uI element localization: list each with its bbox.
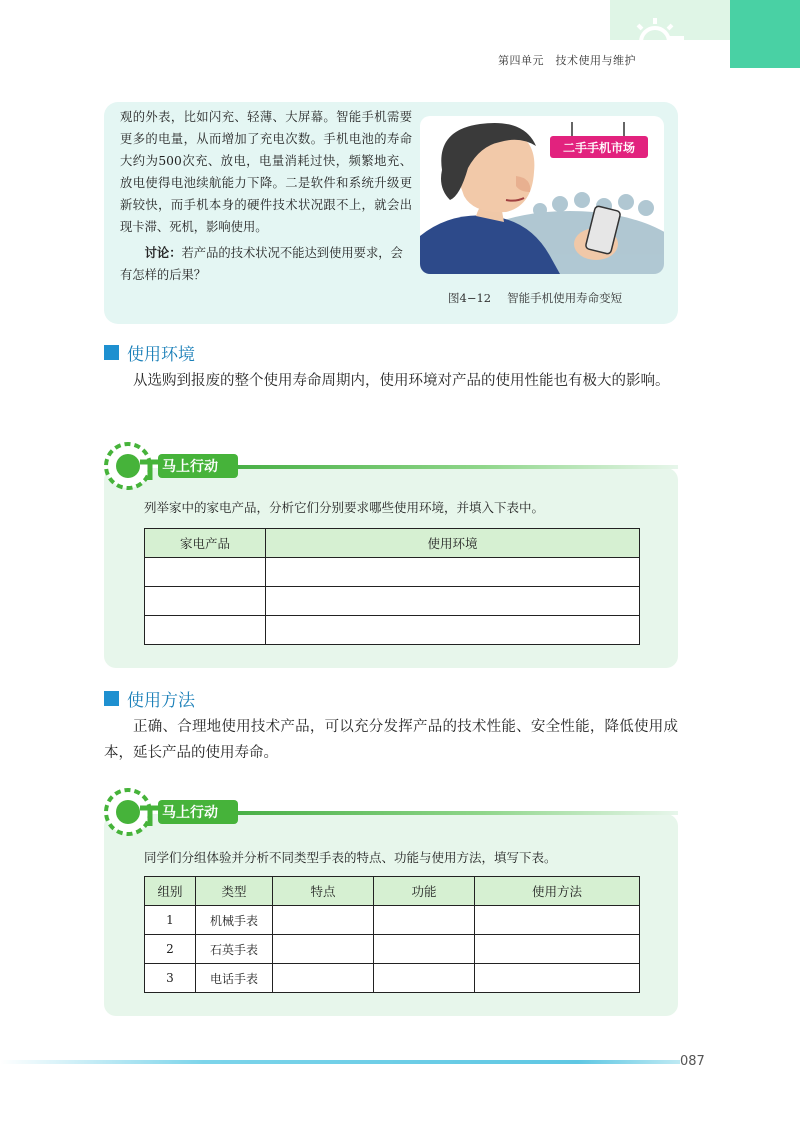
table-row — [145, 906, 640, 935]
footer-rule — [0, 1060, 680, 1064]
heading-square-icon — [104, 345, 119, 360]
table-row — [145, 558, 640, 587]
table-row — [145, 935, 640, 964]
activity-1-instruction: 列举家中的家电产品，分析它们分别要求哪些使用环境，并填入下表中。 — [144, 500, 545, 515]
function-cell[interactable] — [374, 935, 475, 964]
header-type: 类型 — [196, 877, 273, 906]
function-cell[interactable] — [374, 964, 475, 993]
header-usage: 使用方法 — [475, 877, 640, 906]
table-header-row — [145, 877, 640, 906]
case-study-box — [104, 102, 678, 324]
section-heading-method: 使用方法 — [104, 686, 195, 711]
action-gear-icon — [106, 444, 160, 488]
environment-cell[interactable] — [266, 616, 640, 645]
table-row — [145, 964, 640, 993]
appliance-cell[interactable] — [145, 558, 266, 587]
activity-2-instruction: 同学们分组体验并分析不同类型手表的特点、功能与使用方法，填写下表。 — [144, 850, 557, 865]
type-cell: 机械手表 — [196, 906, 273, 935]
feature-cell[interactable] — [273, 964, 374, 993]
header-feature: 特点 — [273, 877, 374, 906]
page-number: 087 — [680, 1054, 705, 1069]
section-method-text: 正确、合理地使用技术产品，可以充分发挥产品的技术性能、安全性能，降低使用成本，延长产品的使用寿命。 — [104, 719, 678, 761]
table-row — [145, 616, 640, 645]
section-heading-environment: 使用环境 — [104, 340, 195, 365]
type-cell: 电话手表 — [196, 964, 273, 993]
figure-number: 图4−12 — [448, 291, 492, 305]
environment-cell[interactable] — [266, 558, 640, 587]
appliance-cell[interactable] — [145, 587, 266, 616]
feature-cell[interactable] — [273, 906, 374, 935]
running-head: 第四单元 技术使用与维护 — [498, 54, 636, 67]
figure-sign-text: 二手手机市场 — [562, 141, 636, 155]
figure-caption — [448, 290, 622, 306]
heading-square-icon — [104, 691, 119, 706]
usage-cell[interactable] — [475, 906, 640, 935]
environment-cell[interactable] — [266, 587, 640, 616]
discussion-label: 讨论： — [144, 245, 182, 260]
header-corner-decoration — [610, 0, 800, 68]
activity-2-title: 马上行动 — [162, 805, 218, 821]
usage-cell[interactable] — [475, 935, 640, 964]
usage-cell[interactable] — [475, 964, 640, 993]
function-cell[interactable] — [374, 906, 475, 935]
table-row — [145, 587, 640, 616]
header-group: 组别 — [145, 877, 196, 906]
type-cell: 石英手表 — [196, 935, 273, 964]
group-cell: 1 — [145, 906, 196, 935]
activity-1-title: 马上行动 — [162, 459, 218, 475]
header-appliance: 家电产品 — [145, 529, 266, 558]
table-header-row — [145, 529, 640, 558]
appliance-environment-table — [144, 528, 640, 645]
discussion-prompt — [120, 242, 412, 286]
discussion-text: 若产品的技术状况不能达到使用要求，会有怎样的后果？ — [120, 246, 403, 282]
figure-image — [420, 116, 664, 274]
watch-analysis-table — [144, 876, 640, 993]
header-function: 功能 — [374, 877, 475, 906]
appliance-cell[interactable] — [145, 616, 266, 645]
case-paragraph: 观的外表，比如闪充、轻薄、大屏幕。智能手机需要更多的电量，从而增加了充电次数。手机电池的寿命大约为500次充、放电，电量消耗过快，频繁地充、放电使得电池续航能力下降。二是软件和系统升级更新较快，而手机本身的硬件技术状况跟不上，就会出现卡滞、死机，影响使用。 — [120, 110, 412, 234]
action-gear-icon — [106, 790, 160, 834]
feature-cell[interactable] — [273, 935, 374, 964]
group-cell: 2 — [145, 935, 196, 964]
header-environment: 使用环境 — [266, 529, 640, 558]
section-environment-text: 从选购到报废的整个使用寿命周期内，使用环境对产品的使用性能也有极大的影响。 — [133, 373, 670, 389]
figure-caption-text: 智能手机使用寿命变短 — [507, 291, 623, 305]
group-cell: 3 — [145, 964, 196, 993]
